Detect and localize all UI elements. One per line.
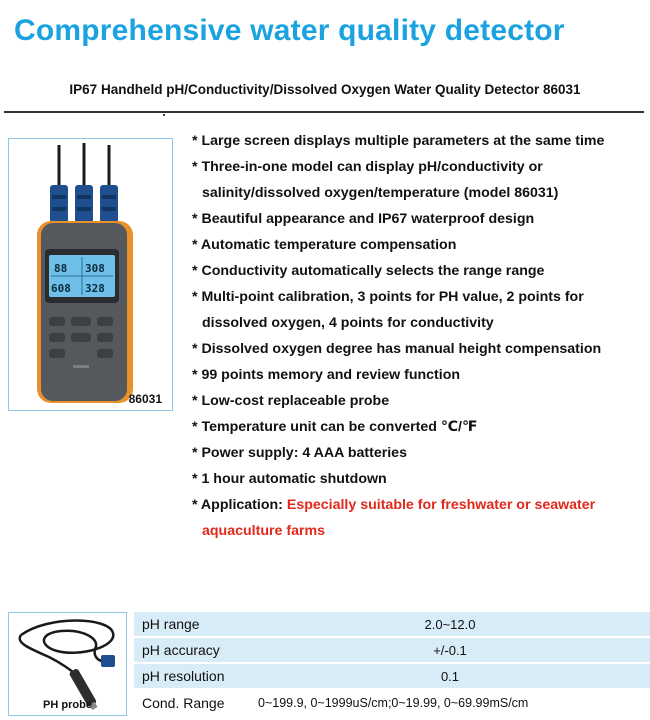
table-row bbox=[134, 690, 650, 716]
feature-item: * Three-in-one model can display pH/conductivity or salinity/dissolved oxygen/temperature (model 86031) bbox=[192, 159, 559, 201]
probe-image-box bbox=[8, 612, 127, 716]
spec-value: 0~199.9, 0~1999uS/cm;0~19.99, 0~69.99mS/cm bbox=[258, 696, 529, 710]
spec-table bbox=[134, 612, 650, 716]
spec-label: pH resolution bbox=[134, 664, 250, 688]
table-row bbox=[134, 664, 650, 690]
handheld-meter-icon bbox=[9, 139, 174, 412]
divider-mark bbox=[163, 114, 165, 116]
feature-item: * Temperature unit can be converted ℃/℉ bbox=[192, 419, 478, 435]
spec-label: pH accuracy bbox=[134, 638, 250, 662]
feature-item: * Power supply: 4 AAA batteries bbox=[192, 445, 407, 461]
feature-item: * Conductivity automatically selects the range range bbox=[192, 263, 545, 279]
feature-list bbox=[192, 128, 648, 544]
page-title: Comprehensive water quality detector bbox=[14, 14, 565, 47]
application-prefix: * Application: bbox=[192, 497, 287, 513]
spec-label: pH range bbox=[134, 612, 250, 636]
table-row bbox=[134, 612, 650, 638]
feature-item: * Automatic temperature compensation bbox=[192, 237, 457, 253]
spec-value: 0.1 bbox=[250, 664, 650, 688]
screen-value-2: 308 bbox=[85, 262, 105, 275]
model-number: 86031 bbox=[128, 392, 162, 406]
screen-value-1: 88 bbox=[54, 262, 68, 275]
divider bbox=[4, 111, 644, 113]
spec-value: +/-0.1 bbox=[250, 638, 650, 662]
spec-label: Cond. Range bbox=[142, 695, 225, 711]
spec-value: 2.0~12.0 bbox=[250, 612, 650, 636]
application-text: Especially suitable for freshwater or seawater aquaculture farms bbox=[202, 497, 596, 539]
feature-item: * Multi-point calibration, 3 points for PH value, 2 points for dissolved oxygen, 4 points for conductivity bbox=[192, 289, 584, 331]
product-subtitle: IP67 Handheld pH/Conductivity/Dissolved Oxygen Water Quality Detector 86031 bbox=[69, 82, 581, 97]
feature-application bbox=[192, 492, 648, 544]
feature-item: * Low-cost replaceable probe bbox=[192, 393, 390, 409]
feature-item: * Beautiful appearance and IP67 waterproof design bbox=[192, 211, 535, 227]
table-row bbox=[134, 638, 650, 664]
feature-item: * 1 hour automatic shutdown bbox=[192, 471, 387, 487]
feature-item: * Large screen displays multiple parameters at the same time bbox=[192, 133, 605, 149]
screen-value-3: 608 bbox=[51, 282, 71, 295]
feature-item: * 99 points memory and review function bbox=[192, 367, 461, 383]
feature-item: * Dissolved oxygen degree has manual height compensation bbox=[192, 341, 602, 357]
screen-value-4: 328 bbox=[85, 282, 105, 295]
device-image-box bbox=[8, 138, 173, 411]
probe-label: PH probe bbox=[43, 699, 92, 711]
